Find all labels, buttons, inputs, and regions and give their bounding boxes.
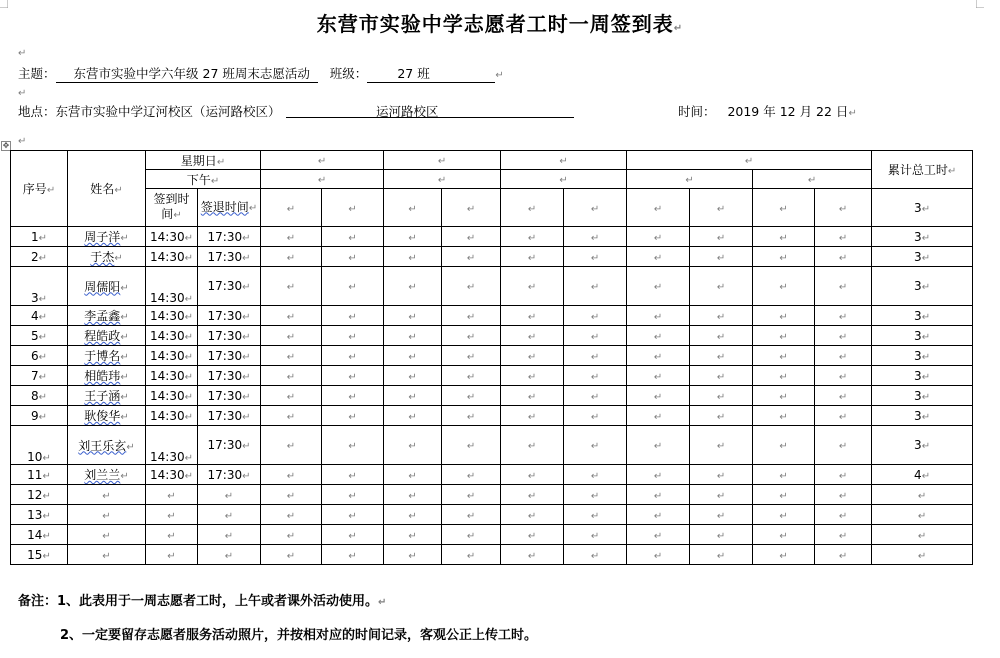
cell-empty: ↵ <box>627 386 690 406</box>
cell-total: 3↵ <box>872 326 973 346</box>
cell-empty: ↵ <box>815 267 872 306</box>
table-row <box>11 386 973 406</box>
cell-empty: ↵ <box>322 386 384 406</box>
cell-empty: ↵ <box>322 306 384 326</box>
cell-empty: ↵ <box>442 465 501 485</box>
cell-name: 于杰↵ <box>68 247 146 267</box>
table-row <box>11 366 973 386</box>
cell-index: 10↵ <box>11 426 68 465</box>
cell-index: 6↵ <box>11 346 68 366</box>
cell-empty: ↵ <box>261 247 322 267</box>
cell-empty: ↵ <box>442 426 501 465</box>
cell-empty: ↵ <box>815 247 872 267</box>
header-sign-out: 签退时间↵ <box>198 189 261 227</box>
table-move-handle-icon[interactable]: ✥ <box>2 141 10 150</box>
cell-index: 12↵ <box>11 485 68 505</box>
cell-empty: ↵ <box>753 326 815 346</box>
cell-empty: ↵ <box>627 346 690 366</box>
cell-empty: ↵ <box>690 545 753 565</box>
cell-empty: ↵ <box>501 465 564 485</box>
cell-empty: ↵ <box>627 505 690 525</box>
cell-empty: ↵ <box>753 306 815 326</box>
cell-name: 王子涵↵ <box>68 386 146 406</box>
cell-empty: ↵ <box>322 227 384 247</box>
cell-sign-out: 17:30↵ <box>198 346 261 366</box>
location-line <box>18 102 281 120</box>
time-line: 时间： 2019 年 12 月 22 日↵ <box>678 104 857 119</box>
header-day-2: ↵ <box>261 151 384 170</box>
cell-empty: ↵ <box>627 485 690 505</box>
cell-empty: ↵ <box>753 267 815 306</box>
cell-empty: ↵ <box>564 525 627 545</box>
cell-sign-out: 17:30↵ <box>198 247 261 267</box>
cell-sign-out: ↵ <box>198 505 261 525</box>
cell-empty: ↵ <box>442 505 501 525</box>
cell-empty: ↵ <box>501 426 564 465</box>
cell-total: ↵ <box>872 505 973 525</box>
cell-empty: ↵ <box>815 505 872 525</box>
cell-index: 4↵ <box>11 306 68 326</box>
cell-empty: ↵ <box>690 247 753 267</box>
cell-empty: ↵ <box>753 465 815 485</box>
cell-name: 刘王乐玄↵ <box>68 426 146 465</box>
table-row <box>11 267 973 306</box>
header-total: 累计总工时↵ <box>872 151 973 189</box>
cell-index: 3↵ <box>11 267 68 306</box>
cell-empty: ↵ <box>501 505 564 525</box>
cell-empty: ↵ <box>442 267 501 306</box>
time-label: 时间： <box>678 104 716 119</box>
cell-empty: ↵ <box>753 426 815 465</box>
cell-empty: ↵ <box>442 247 501 267</box>
class-label: 班级： <box>329 66 368 81</box>
cell-empty: ↵ <box>501 247 564 267</box>
header-session-5: ↵ <box>627 170 753 189</box>
cell-empty: ↵ <box>564 346 627 366</box>
cell-empty: ↵ <box>815 485 872 505</box>
cell-empty: ↵ <box>501 267 564 306</box>
cell-sign-in: 14:30↵ <box>146 267 198 306</box>
table-row <box>11 545 973 565</box>
cell-empty: ↵ <box>322 267 384 306</box>
table-row <box>11 346 973 366</box>
cell-empty: ↵ <box>815 525 872 545</box>
cell-empty: ↵ <box>690 346 753 366</box>
cell-empty: ↵ <box>261 465 322 485</box>
cell-empty: ↵ <box>322 505 384 525</box>
cell-index: 7↵ <box>11 366 68 386</box>
cell-empty: ↵ <box>261 426 322 465</box>
cell-sign-in: 14:30↵ <box>146 406 198 426</box>
cell-empty: ↵ <box>753 227 815 247</box>
cell-empty: ↵ <box>815 406 872 426</box>
cell-empty: ↵ <box>690 465 753 485</box>
cell-empty: ↵ <box>564 505 627 525</box>
cell-name: 于博名↵ <box>68 346 146 366</box>
cell-sign-in: 14:30↵ <box>146 227 198 247</box>
cell-empty: ↵ <box>815 227 872 247</box>
cell-empty: ↵ <box>690 426 753 465</box>
location-label: 地点：东营市实验中学辽河校区（运河路校区） <box>18 104 281 119</box>
cell-empty: ↵ <box>384 505 442 525</box>
cell-empty: ↵ <box>384 267 442 306</box>
cell-total: 3↵ <box>872 426 973 465</box>
cell-empty: ↵ <box>627 545 690 565</box>
cell-empty: ↵ <box>261 267 322 306</box>
cell-total: 3↵ <box>872 306 973 326</box>
cell-empty: ↵ <box>690 505 753 525</box>
cell-empty: ↵ <box>815 366 872 386</box>
table-row <box>11 525 973 545</box>
blank-line: ↵ <box>18 48 27 59</box>
cell-empty: ↵ <box>690 485 753 505</box>
table-row <box>11 306 973 326</box>
cell-empty: ↵ <box>501 326 564 346</box>
cell-sign-in: ↵ <box>146 525 198 545</box>
note-line-1: 备注：1、此表用于一周志愿者工时，上午或者课外活动使用。↵ <box>18 594 387 609</box>
cell-empty: ↵ <box>815 426 872 465</box>
cell-sign-in: 14:30↵ <box>146 306 198 326</box>
cell-empty: ↵ <box>322 525 384 545</box>
table-row <box>11 485 973 505</box>
cell-index: 11↵ <box>11 465 68 485</box>
cell-total: 3↵ <box>872 366 973 386</box>
header-weekday: 星期日↵ <box>146 151 261 170</box>
cell-empty: ↵ <box>815 326 872 346</box>
cell-total: 4↵ <box>872 465 973 485</box>
cell-empty: ↵ <box>501 227 564 247</box>
cell-empty: ↵ <box>384 465 442 485</box>
cell-empty: ↵ <box>753 406 815 426</box>
cell-empty: ↵ <box>501 525 564 545</box>
cell-empty: ↵ <box>564 227 627 247</box>
cell-empty: ↵ <box>753 525 815 545</box>
cell-empty: ↵ <box>627 247 690 267</box>
attendance-table: 序号↵ 姓名↵ 星期日↵ ↵ ↵ ↵ ↵ 累计总工时↵ 下午↵ ↵ ↵ ↵ ↵ ↵ 签到时间↵ 签退时间↵ ↵ ↵ ↵ ↵ ↵ ↵ ↵ ↵ ↵ ↵ 3↵ 1↵ 周子洋↵ 14:30↵ 17:30↵ ↵ ↵ ↵ ↵ ↵ ↵ ↵ ↵ ↵ ↵ 3↵ 2↵ 于杰↵ 14:30↵ 17:30↵ ↵ ↵ ↵ ↵ ↵ ↵ ↵ ↵ ↵ ↵ 3↵ 3↵ 周儒阳↵ 14:30↵ 17:30↵ ↵ ↵ ↵ ↵ ↵ ↵ ↵ ↵ ↵ ↵ 3↵ 4↵ 李孟鑫↵ 14:30↵ 17:30↵ ↵ ↵ ↵ ↵ ↵ ↵ ↵ ↵ ↵ ↵ 3↵ 5↵ 程皓政↵ 14:30↵ 17:30↵ ↵ ↵ ↵ ↵ ↵ ↵ ↵ ↵ ↵ ↵ 3↵ 6↵ 于博名↵ 14:30↵ 17:30↵ ↵ ↵ ↵ ↵ ↵ ↵ ↵ ↵ ↵ ↵ 3↵ 7↵ 相皓玮↵ 14:30↵ 17:30↵ ↵ ↵ ↵ ↵ ↵ ↵ ↵ ↵ ↵ ↵ 3↵ 8↵ 王子涵↵ 14:30↵ 17:30↵ ↵ ↵ ↵ ↵ ↵ ↵ ↵ ↵ ↵ ↵ 3↵ 9↵ 耿俊华↵ 14:30↵ 17:30↵ ↵ ↵ ↵ ↵ ↵ ↵ ↵ ↵ ↵ ↵ 3↵ 10↵ 刘王乐玄↵ 14:30↵ 17:30↵ ↵ ↵ ↵ ↵ ↵ ↵ ↵ ↵ ↵ ↵ 3↵ 11↵ 刘兰兰↵ 14:30↵ 17:30↵ ↵ ↵ ↵ ↵ ↵ ↵ ↵ ↵ ↵ ↵ 4↵ 12↵ ↵ ↵ ↵ ↵ ↵ ↵ ↵ ↵ ↵ ↵ ↵ ↵ ↵ ↵ 13↵ ↵ ↵ ↵ ↵ ↵ ↵ ↵ ↵ ↵ ↵ ↵ ↵ ↵ ↵ 14↵ ↵ ↵ ↵ ↵ ↵ ↵ ↵ ↵ ↵ ↵ ↵ ↵ ↵ ↵ 15↵ ↵ ↵ ↵ ↵ ↵ ↵ ↵ ↵ ↵ ↵ ↵ ↵ ↵ ↵ <box>10 150 973 565</box>
cell-total: ↵ <box>872 485 973 505</box>
cell-empty: ↵ <box>753 485 815 505</box>
cell-sign-out: 17:30↵ <box>198 306 261 326</box>
cell-empty: ↵ <box>322 465 384 485</box>
theme-label: 主题： <box>18 66 56 81</box>
note-line-2: 2、一定要留存志愿者服务活动照片，并按相对应的时间记录，客观公正上传工时。 <box>60 628 538 643</box>
cell-name: ↵ <box>68 545 146 565</box>
cell-empty: ↵ <box>442 525 501 545</box>
document-title: 东营市实验中学志愿者工时一周签到表↵ <box>316 12 684 36</box>
cell-sign-out: 17:30↵ <box>198 465 261 485</box>
cell-sign-in: ↵ <box>146 505 198 525</box>
cell-empty: ↵ <box>564 247 627 267</box>
cell-empty: ↵ <box>384 406 442 426</box>
cell-sign-in: 14:30↵ <box>146 386 198 406</box>
cell-empty: ↵ <box>627 406 690 426</box>
cell-sign-in: ↵ <box>146 485 198 505</box>
cell-empty: ↵ <box>501 306 564 326</box>
cell-empty: ↵ <box>564 267 627 306</box>
theme-line: 主题： 东营市实验中学六年级 27 班周末志愿活动 班级： 27 班 ↵ <box>18 66 504 81</box>
cell-empty: ↵ <box>501 406 564 426</box>
cell-empty: ↵ <box>564 366 627 386</box>
cell-index: 14↵ <box>11 525 68 545</box>
cell-name: 周儒阳↵ <box>68 267 146 306</box>
cell-empty: ↵ <box>627 426 690 465</box>
cell-empty: ↵ <box>322 406 384 426</box>
cell-empty: ↵ <box>627 306 690 326</box>
cell-empty: ↵ <box>753 386 815 406</box>
cell-index: 8↵ <box>11 386 68 406</box>
cell-empty: ↵ <box>384 386 442 406</box>
cell-total: 3↵ <box>872 267 973 306</box>
cell-empty: ↵ <box>384 247 442 267</box>
cell-name: ↵ <box>68 505 146 525</box>
cell-empty: ↵ <box>384 525 442 545</box>
theme-value: 东营市实验中学六年级 27 班周末志愿活动 <box>56 64 318 83</box>
cell-sign-out: 17:30↵ <box>198 366 261 386</box>
cell-empty: ↵ <box>384 485 442 505</box>
cell-sign-out: ↵ <box>198 525 261 545</box>
cell-empty: ↵ <box>627 227 690 247</box>
crop-mark-top-left <box>0 0 8 8</box>
cell-empty: ↵ <box>690 227 753 247</box>
table-row <box>11 326 973 346</box>
cell-empty: ↵ <box>442 326 501 346</box>
cell-empty: ↵ <box>261 505 322 525</box>
cell-name: 刘兰兰↵ <box>68 465 146 485</box>
cell-empty: ↵ <box>384 545 442 565</box>
table-row <box>11 505 973 525</box>
cell-index: 13↵ <box>11 505 68 525</box>
cell-empty: ↵ <box>564 326 627 346</box>
cell-name: ↵ <box>68 525 146 545</box>
cell-empty: ↵ <box>384 227 442 247</box>
cell-name: 耿俊华↵ <box>68 406 146 426</box>
cell-empty: ↵ <box>753 346 815 366</box>
cell-empty: ↵ <box>261 326 322 346</box>
cell-sign-in: 14:30↵ <box>146 366 198 386</box>
cell-name: 相皓玮↵ <box>68 366 146 386</box>
cell-sign-in: 14:30↵ <box>146 326 198 346</box>
cell-empty: ↵ <box>322 366 384 386</box>
cell-empty: ↵ <box>261 227 322 247</box>
cell-empty: ↵ <box>690 366 753 386</box>
cell-empty: ↵ <box>501 346 564 366</box>
cell-empty: ↵ <box>261 346 322 366</box>
cell-empty: ↵ <box>442 485 501 505</box>
cell-empty: ↵ <box>753 366 815 386</box>
cell-empty: ↵ <box>690 326 753 346</box>
cell-empty: ↵ <box>501 366 564 386</box>
cell-empty: ↵ <box>815 386 872 406</box>
cell-empty: ↵ <box>442 386 501 406</box>
cell-empty: ↵ <box>753 505 815 525</box>
cell-empty: ↵ <box>815 346 872 366</box>
cell-index: 9↵ <box>11 406 68 426</box>
header-day-3: ↵ <box>384 151 501 170</box>
cell-sign-out: 17:30↵ <box>198 386 261 406</box>
cell-name: 周子洋↵ <box>68 227 146 247</box>
cell-name: 李孟鑫↵ <box>68 306 146 326</box>
cell-sign-out: 17:30↵ <box>198 267 261 306</box>
cell-empty: ↵ <box>261 306 322 326</box>
cell-empty: ↵ <box>690 306 753 326</box>
blank-line: ↵ <box>18 88 27 99</box>
cell-empty: ↵ <box>564 406 627 426</box>
cell-empty: ↵ <box>384 346 442 366</box>
table-row <box>11 406 973 426</box>
header-index: 序号↵ <box>11 151 68 227</box>
cell-total: ↵ <box>872 545 973 565</box>
cell-sign-in: 14:30↵ <box>146 426 198 465</box>
cell-empty: ↵ <box>564 426 627 465</box>
cell-empty: ↵ <box>690 267 753 306</box>
cell-empty: ↵ <box>322 545 384 565</box>
header-session-4: ↵ <box>501 170 627 189</box>
cell-empty: ↵ <box>501 485 564 505</box>
cell-empty: ↵ <box>322 247 384 267</box>
cell-empty: ↵ <box>322 326 384 346</box>
cell-empty: ↵ <box>442 346 501 366</box>
cell-empty: ↵ <box>442 545 501 565</box>
cell-empty: ↵ <box>564 386 627 406</box>
cell-empty: ↵ <box>564 485 627 505</box>
table-row <box>11 465 973 485</box>
cell-empty: ↵ <box>384 306 442 326</box>
cell-name: 程皓政↵ <box>68 326 146 346</box>
cell-empty: ↵ <box>815 306 872 326</box>
header-session-3: ↵ <box>384 170 501 189</box>
cell-empty: ↵ <box>261 366 322 386</box>
cell-empty: ↵ <box>442 406 501 426</box>
cell-sign-out: 17:30↵ <box>198 406 261 426</box>
header-session-2: ↵ <box>261 170 384 189</box>
cell-sign-in: 14:30↵ <box>146 247 198 267</box>
header-name: 姓名↵ <box>68 151 146 227</box>
cell-empty: ↵ <box>627 326 690 346</box>
header-total-value: 3↵ <box>872 189 973 227</box>
cell-empty: ↵ <box>261 485 322 505</box>
header-day-5: ↵ <box>627 151 872 170</box>
cell-empty: ↵ <box>384 426 442 465</box>
cell-empty: ↵ <box>690 386 753 406</box>
cell-sign-out: 17:30↵ <box>198 326 261 346</box>
blank-line: ↵ <box>18 136 27 147</box>
cell-index: 5↵ <box>11 326 68 346</box>
cell-empty: ↵ <box>815 465 872 485</box>
header-session: 下午↵ <box>146 170 261 189</box>
cell-total: 3↵ <box>872 406 973 426</box>
cell-empty: ↵ <box>627 525 690 545</box>
cell-sign-out: 17:30↵ <box>198 426 261 465</box>
cell-empty: ↵ <box>384 326 442 346</box>
cell-empty: ↵ <box>442 366 501 386</box>
cell-empty: ↵ <box>322 346 384 366</box>
cell-total: 3↵ <box>872 247 973 267</box>
cell-empty: ↵ <box>690 406 753 426</box>
cell-empty: ↵ <box>627 366 690 386</box>
cell-sign-in: ↵ <box>146 545 198 565</box>
header-sign-in: 签到时间↵ <box>146 189 198 227</box>
cell-empty: ↵ <box>261 545 322 565</box>
cell-total: 3↵ <box>872 386 973 406</box>
cell-sign-in: 14:30↵ <box>146 346 198 366</box>
cell-empty: ↵ <box>564 306 627 326</box>
cell-empty: ↵ <box>564 465 627 485</box>
cell-empty: ↵ <box>261 406 322 426</box>
cell-total: 3↵ <box>872 346 973 366</box>
header-session-6: ↵ <box>753 170 872 189</box>
cell-sign-out: ↵ <box>198 485 261 505</box>
cell-empty: ↵ <box>753 545 815 565</box>
cell-index: 2↵ <box>11 247 68 267</box>
location-value: 运河路校区 <box>376 104 439 119</box>
cell-empty: ↵ <box>815 545 872 565</box>
crop-mark-top-right <box>976 0 984 8</box>
cell-empty: ↵ <box>322 485 384 505</box>
cell-sign-in: 14:30↵ <box>146 465 198 485</box>
cell-sign-out: 17:30↵ <box>198 227 261 247</box>
cell-total: ↵ <box>872 525 973 545</box>
cell-total: 3↵ <box>872 227 973 247</box>
time-value: 2019 年 12 月 22 日 <box>727 104 849 119</box>
cell-empty: ↵ <box>753 247 815 267</box>
table-row <box>11 247 973 267</box>
table-row <box>11 227 973 247</box>
cell-empty: ↵ <box>627 465 690 485</box>
cell-index: 15↵ <box>11 545 68 565</box>
cell-index: 1↵ <box>11 227 68 247</box>
cell-empty: ↵ <box>261 525 322 545</box>
header-day-4: ↵ <box>501 151 627 170</box>
cell-empty: ↵ <box>627 267 690 306</box>
cell-empty: ↵ <box>322 426 384 465</box>
cell-sign-out: ↵ <box>198 545 261 565</box>
cell-empty: ↵ <box>442 306 501 326</box>
cell-empty: ↵ <box>690 525 753 545</box>
cell-empty: ↵ <box>384 366 442 386</box>
class-value: 27 班 <box>367 64 495 83</box>
cell-empty: ↵ <box>442 227 501 247</box>
table-row <box>11 426 973 465</box>
cell-empty: ↵ <box>261 386 322 406</box>
cell-name: ↵ <box>68 485 146 505</box>
cell-empty: ↵ <box>564 545 627 565</box>
cell-empty: ↵ <box>501 386 564 406</box>
cell-empty: ↵ <box>501 545 564 565</box>
